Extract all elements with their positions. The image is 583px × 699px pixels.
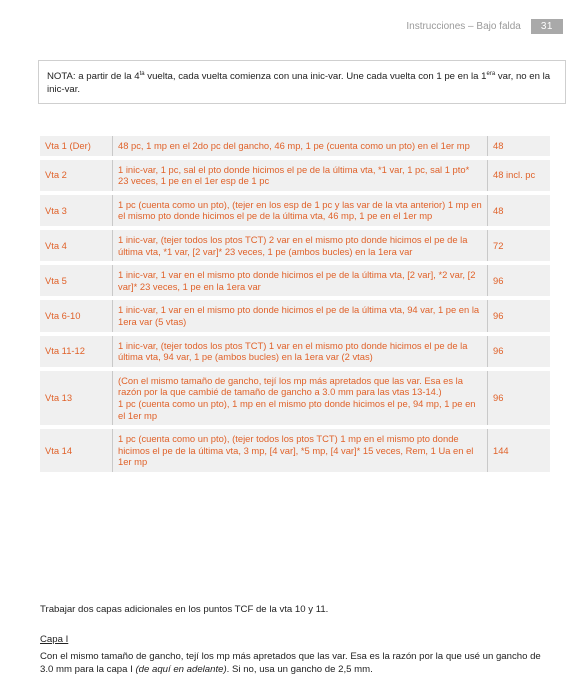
row-description: 1 inic-var, 1 var en el mismo pto donde hicimos el pe de la última vta, 94 var, 1 pe en la 1era var (5 vtas) [113,298,488,333]
note-sup-1: ta [139,71,145,77]
capa-text [40,650,555,676]
row-stitch-count: 96 [493,392,504,404]
row-description: 48 pc, 1 mp en el 2do pc del gancho, 46 mp, 1 pe (cuenta como un pto) en el 1er mp [113,136,488,158]
note-text-1: NOTA: a partir de la 4 [47,71,140,83]
row-label: Vta 2 [45,169,67,181]
row-stitch-count: 48 incl. pc [493,169,536,181]
row-stitch-count: 96 [493,310,504,322]
row-description: 1 inic-var, (tejer todos los ptos TCT) 2 var en el mismo pto donde hicimos el pe de la última vta, *1 var, [2 var]* 23 veces, 1 pe (ambos bucles) en la 1era var [113,228,488,263]
capa-text-italic: (de aquí en adelante) [135,664,227,675]
row-description: 1 pc (cuenta como un pto), (tejer en los esp de 1 pc y las var de la vta anterior) 1 mp en el mismo pto donde hicimos el pe de la última vta, 46 mp, 1 pe en el 1er mp [113,193,488,228]
row-stitch-count: 48 [493,204,504,216]
row-description: (Con el mismo tamaño de gancho, tejí los mp más apretados que las var. Esa es la razón por la que cambié de tamaño de gancho a 3.0 mm para las vtas 13-14.) 1 pc (cuenta como un pto), 1 mp en el mismo pto donde hicimos el pe, 94 mp, 1 pe en el 1er mp [113,369,488,427]
row-description: 1 inic-var, 1 pc, sal el pto donde hicimos el pe de la última vta, *1 var, 1 pc, sal 1 pto* 23 veces, 1 pe en el 1er esp de 1 pc [113,158,488,193]
row-label: Vta 11-12 [45,345,85,357]
table-row [40,136,550,158]
note-text-2: vuelta, cada vuelta comienza con una inic-var. Une cada vuelta con 1 pe en la 1 [144,71,487,83]
row-stitch-count: 144 [493,444,509,456]
note-box [38,60,566,104]
capa-text-main: Con el mismo tamaño de gancho, tejí los mp más apretados que las var. Esa es la razón por la que usé un gancho de 3.0 mm para la capa I [40,651,541,675]
page-number: 31 [531,19,563,34]
table-row [40,369,550,427]
page-header [406,19,563,34]
row-label: Vta 4 [45,239,67,251]
note-text-3: var, no en la inic-var. [47,71,551,96]
layers-instruction: Trabajar dos capas adicionales en los puntos TCF de la vta 10 y 11. [40,604,329,615]
row-label: Vta 14 [45,444,73,456]
row-stitch-count: 96 [493,274,504,286]
row-label: Vta 1 (Der) [45,140,91,151]
capa-title: Capa I [40,634,69,645]
row-label: Vta 13 [45,392,73,404]
table-row [40,263,550,298]
row-description: 1 inic-var, (tejer todos los ptos TCT) 1 var en el mismo pto donde hicimos el pe de la última vta, 94 var, 1 pe (ambos bucles) en la 1era var (2 vtas) [113,334,488,369]
pattern-table [40,136,550,476]
row-stitch-count: 96 [493,345,504,357]
note-sup-2: era [486,71,496,77]
table-row [40,334,550,369]
row-description: 1 inic-var, 1 var en el mismo pto donde hicimos el pe de la última vta, [2 var], *2 var, [2 var]* 23 veces, 1 pe en la 1era var [113,263,488,298]
row-stitch-count: 72 [493,239,504,251]
table-row [40,298,550,333]
row-label: Vta 3 [45,204,67,216]
row-stitch-count: 48 [493,140,504,151]
table-row [40,193,550,228]
row-label: Vta 5 [45,274,67,286]
running-title: Instrucciones – Bajo falda [406,21,521,32]
table-row [40,427,550,474]
row-description: 1 pc (cuenta como un pto), (tejer todos los ptos TCT) 1 mp en el mismo pto donde hicimos el pe de la última vta, 3 mp, [4 var], *5 mp, [4 var]* 15 veces, Rem, 1 Ua en el 1er mp [113,427,488,474]
row-label: Vta 6-10 [45,310,81,322]
table-row [40,158,550,193]
table-row [40,228,550,263]
capa-text-end: . Si no, usa un gancho de 2,5 mm. [226,664,373,675]
